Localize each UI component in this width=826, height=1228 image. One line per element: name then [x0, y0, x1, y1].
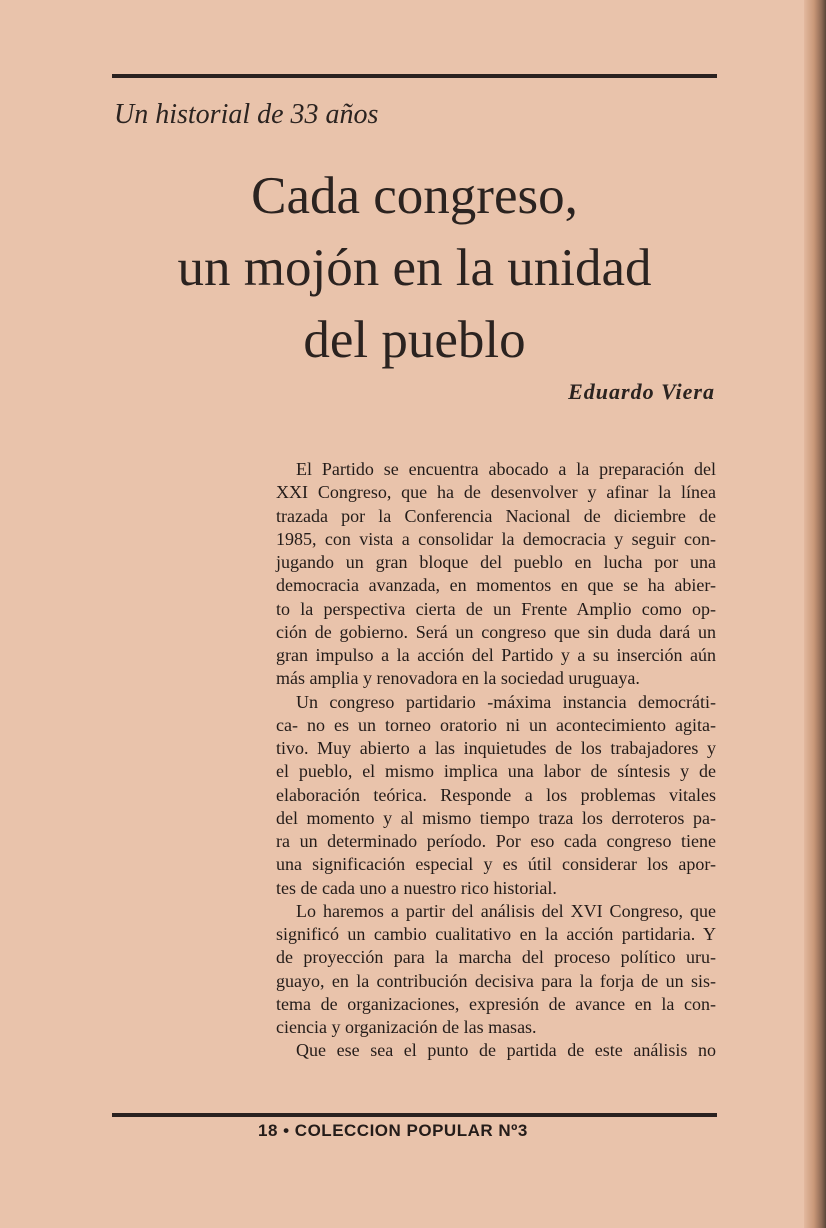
paragraph — [276, 691, 716, 900]
text-line: ca- no es un torneo oratorio ni un acontecimiento agita- — [276, 714, 716, 735]
text-line: el pueblo, el mismo implica una labor de síntesis y de — [276, 761, 716, 782]
top-rule — [112, 74, 717, 78]
paragraph — [276, 900, 716, 1040]
text-line: Lo haremos a partir del análisis del XVI Congreso, que — [296, 900, 716, 921]
kicker: Un historial de 33 años — [114, 99, 379, 130]
text-line: 1985, con vista a consolidar la democracia y seguir con- — [276, 528, 716, 549]
page-footer: 18 • COLECCION POPULAR Nº3 — [258, 1121, 528, 1140]
paragraph — [276, 458, 716, 691]
text-line: democracia avanzada, en momentos en que se ha abier- — [276, 575, 716, 596]
text-line: elaboración teórica. Responde a los problemas vitales — [276, 784, 716, 805]
text-line: gran impulso a la acción del Partido y a su inserción aún — [276, 645, 716, 665]
page-edge — [804, 0, 826, 1228]
text-line: del momento y al mismo tiempo traza los derroteros pa- — [276, 807, 716, 828]
title-line: un mojón en la unidad — [177, 239, 652, 297]
text-line: to la perspectiva cierta de un Frente Amplio como op- — [276, 598, 716, 619]
article-body — [276, 458, 716, 1063]
text-line: XXI Congreso, que ha de desenvolver y afinar la línea — [276, 482, 716, 503]
text-line: tivo. Muy abierto a las inquietudes de los trabajadores y — [276, 738, 716, 758]
text-line: significó un cambio cualitativo en la acción partidaria. Y — [276, 924, 716, 944]
text-line: una significación especial y es útil considerar los apor- — [276, 854, 716, 875]
text-line: guayo, en la contribución decisiva para la forja de un sis- — [276, 970, 716, 991]
title-line: Cada congreso, — [251, 167, 578, 225]
text-line: ra un determinado período. Por eso cada congreso tiene — [276, 831, 716, 851]
text-line: ciencia y organización de las masas. — [276, 1017, 537, 1037]
text-line: ción de gobierno. Será un congreso que sin duda dará un — [276, 621, 716, 642]
article-title — [112, 160, 717, 376]
text-line: tema de organizaciones, expresión de avance en la con- — [276, 993, 716, 1014]
author-byline: Eduardo Viera — [568, 379, 715, 404]
text-line: trazada por la Conferencia Nacional de diciembre de — [276, 505, 716, 526]
bottom-rule — [112, 1113, 717, 1117]
title-line: del pueblo — [303, 311, 526, 369]
text-line: El Partido se encuentra abocado a la preparación del — [296, 459, 716, 479]
text-line: Que ese sea el punto de partida de este análisis no — [296, 1040, 716, 1061]
text-line: más amplia y renovadora en la sociedad uruguaya. — [276, 668, 640, 689]
text-line: tes de cada uno a nuestro rico historial. — [276, 877, 557, 898]
text-line: jugando un gran bloque del pueblo en lucha por una — [276, 552, 716, 572]
text-line: de proyección para la marcha del proceso político uru- — [276, 947, 716, 968]
text-line: Un congreso partidario -máxima instancia democráti- — [296, 691, 716, 712]
paragraph — [276, 1039, 716, 1062]
